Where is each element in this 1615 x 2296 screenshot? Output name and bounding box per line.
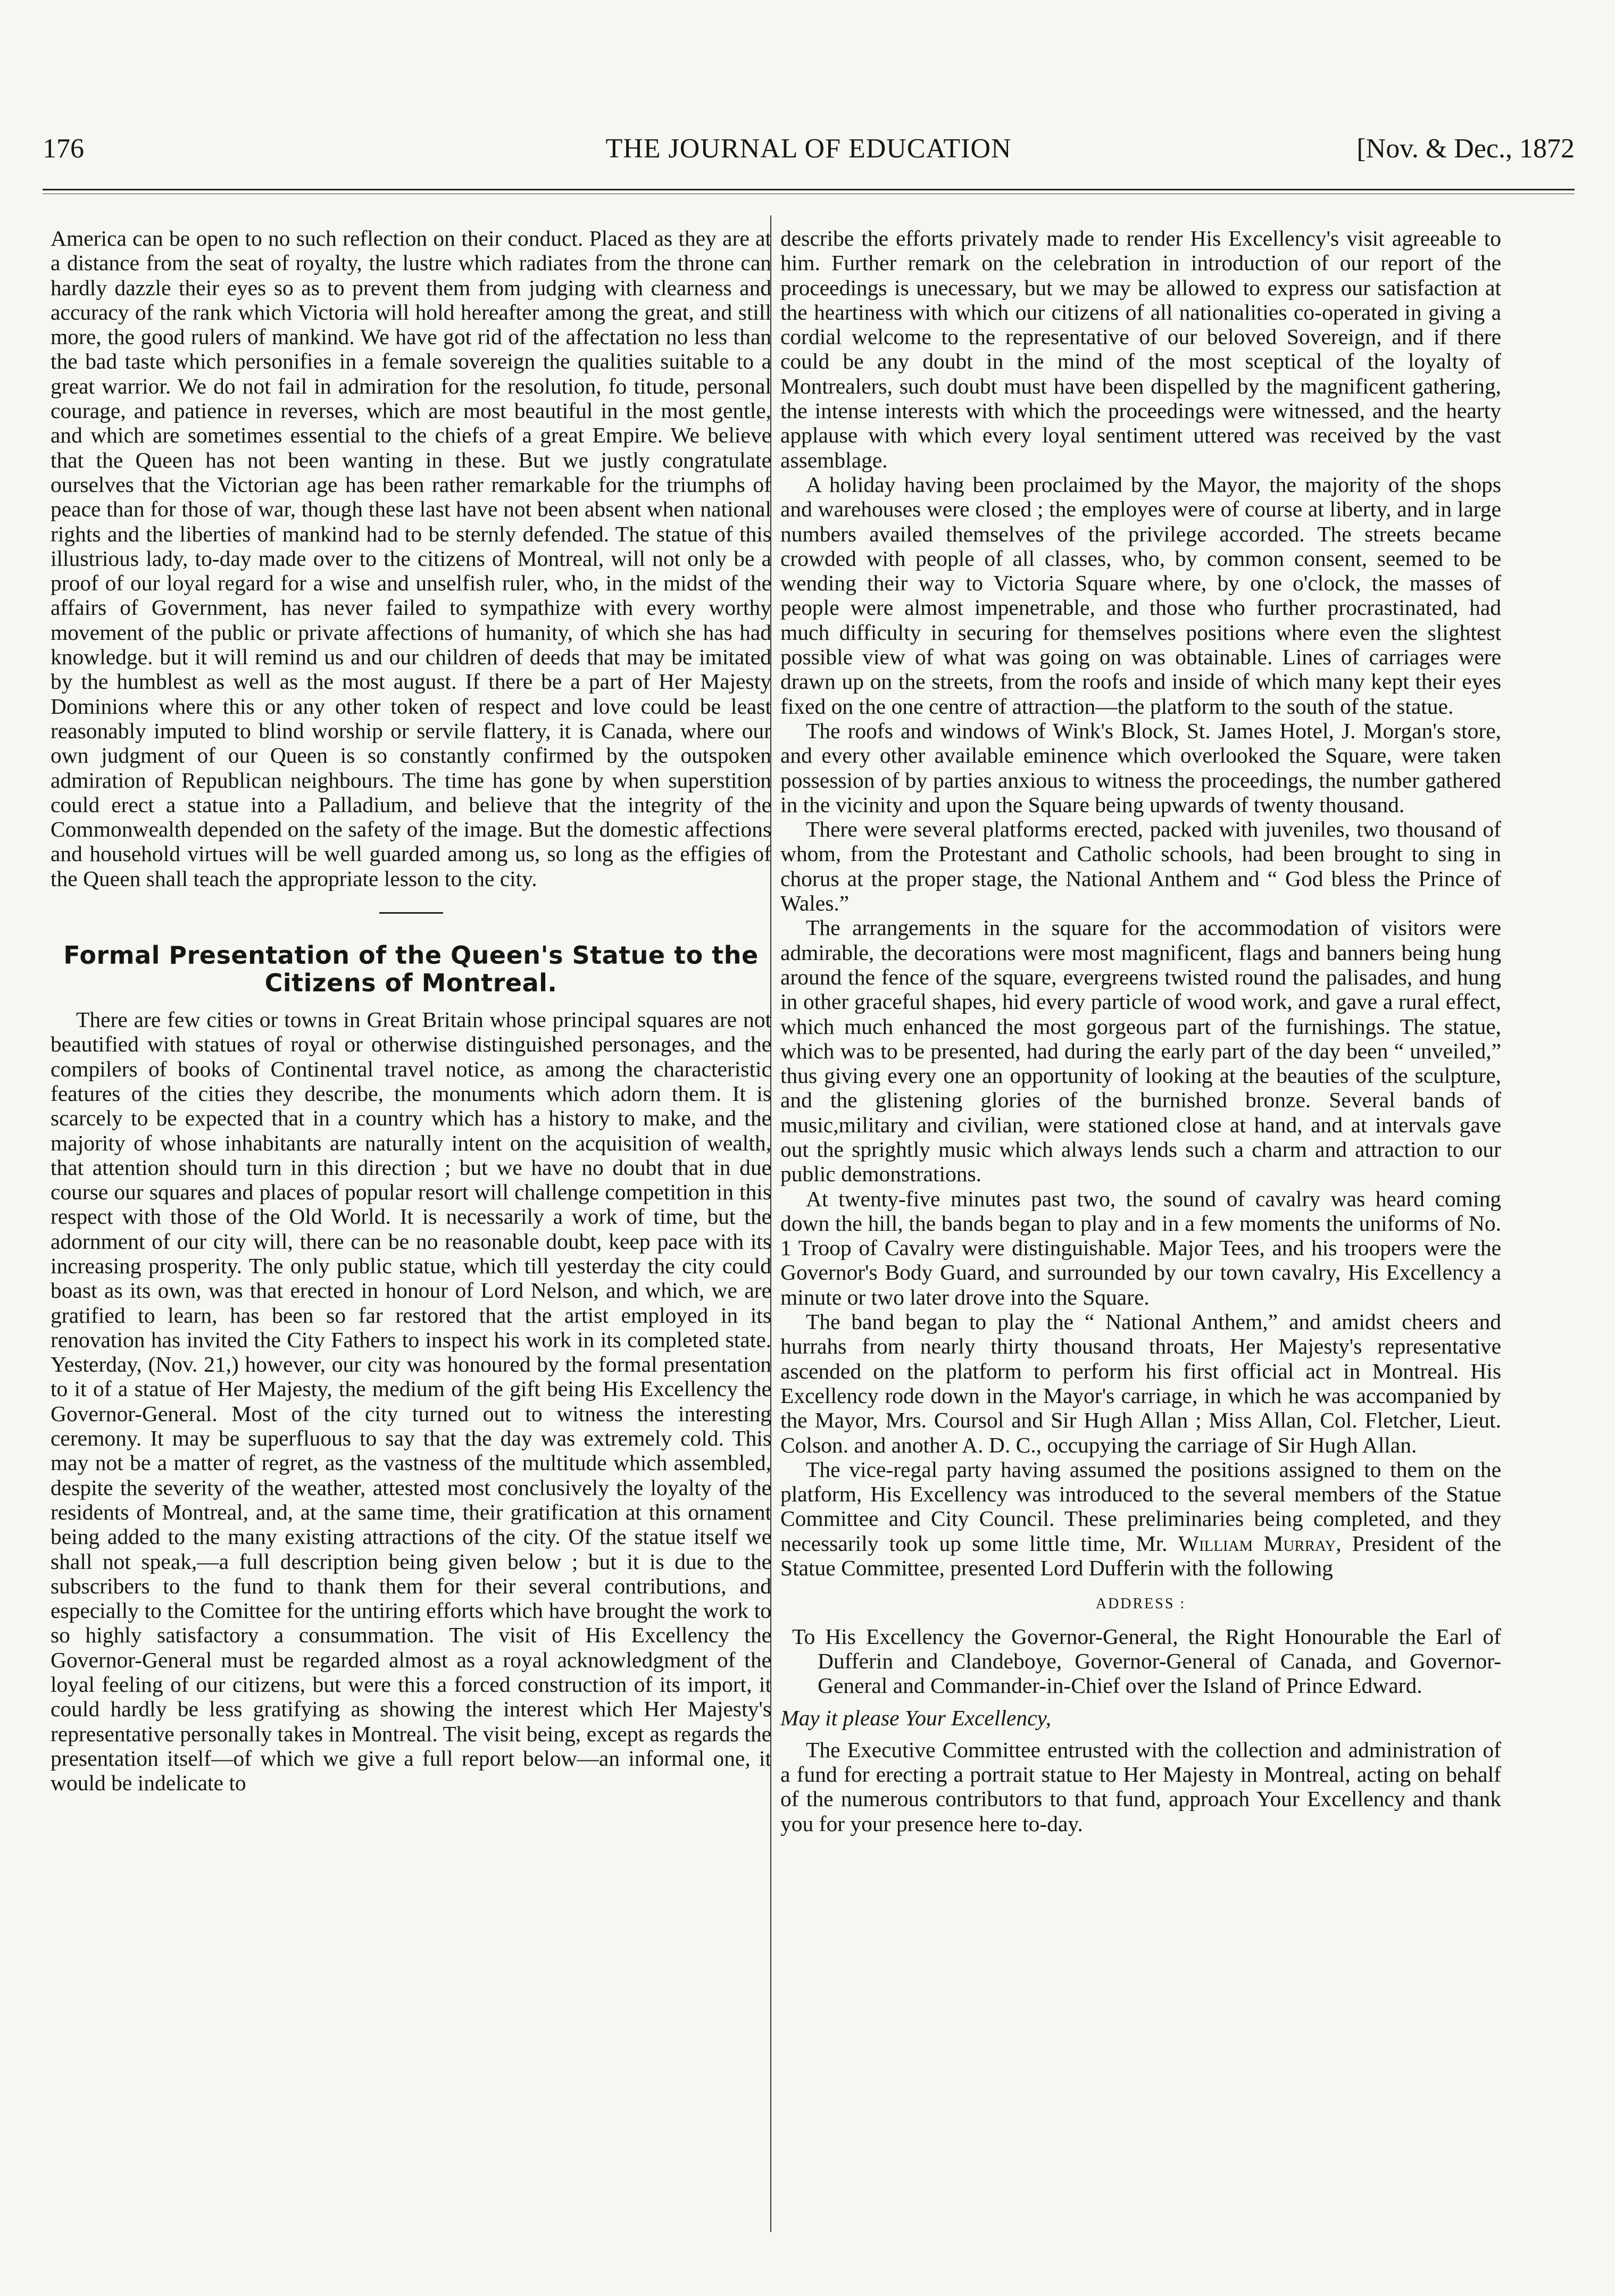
right-paragraph: The roofs and windows of Wink's Block, St. James Hotel, J. Morgan's store, and every other available eminence which overlooked the Square, were taken possession of by parties anxious to witness the proceedings, the number gathered in the vicinity and upon the Square being upwards of twenty thousand. (780, 718, 1501, 817)
salutation: May it please Your Excellency, (780, 1705, 1052, 1730)
address-body: The Executive Committee entrusted with the collection and administration of a fund for erecting a portrait statue to Her Majesty in Montreal, acting on behalf of the numerous contributors to that fund, approach Your Excellency and thank you for your presence here to-day. (780, 1737, 1501, 1836)
page-header (43, 133, 1575, 181)
header-rule (43, 189, 1575, 190)
left-paragraph: America can be open to no such reflection on their conduct. Placed as they are at a distance from the seat of royalty, the lustre which radiates from the throne can hardly dazzle their eyes so as to prevent them from judging with clearness and accuracy of the rank which Victoria will hold hereafter among the great, and still more, the good rulers of mankind. We have got rid of the affectation no less than the bad taste which personifies in a female sovereign the qualities suitable to a great warrior. We do not fail in admiration for the resolution, fo titude, personal courage, and patience in reverses, which are most beautiful in the most gentle, and which are sometimes essential to the chiefs of a great Empire. We believe that the Queen has not been wanting in these. But we justly congratulate ourselves that the Victorian age has been rather remarkable for the triumphs of peace than for those of war, though these last have not been absent when national rights and the liberties of mankind had to be sternly defended. The statue of this illustrious lady, to-day made over to the citizens of Montreal, will not only be a proof of our loyal regard for a wise and unselfish ruler, who, in the midst of the affairs of Government, has never failed to sympathize with every worthy movement of the public or private affections of humanity, of which she has had knowledge. but it will remind us and our children of deeds that may be imitated by the humblest as well as the most august. If there be a part of Her Majesty Dominions where this or any other token of respect and love could be least reasonably imputed to blind worship or servile flattery, it is Canada, where our own judgment of our Queen is so constantly confirmed by the outspoken admiration of Republican neighbours. The time has gone by when superstition could erect a statue into a Palladium, and believe that the integrity of the Commonwealth depended on the safety of the image. But the domestic affections and household virtues will be well guarded among us, so long as the effigies of the Queen shall teach the appropriate lesson to the city. (51, 226, 771, 891)
right-paragraph: describe the efforts privately made to render His Excellency's visit agreeable to him. Further remark on the celebration in introduction of our report of the proceedings is unecessary, but we may be allowed to express our satisfaction at the heartiness with which our citizens of all nationalities co-operated in giving a cordial welcome to the representative of our beloved Sovereign, and if there could be any doubt in the mind of the most sceptical of the loyalty of Montrealers, such doubt must have been dispelled by the magnificent gathering, the intense interests with which the proceedings were witnessed, and the hearty applause with which every loyal sentiment uttered was received by the vast assemblage. (780, 226, 1501, 472)
left-column (51, 226, 771, 2237)
right-paragraph: The arrangements in the square for the accommodation of visitors were admirable, the decorations were most magnificent, flags and banners being hung around the fence of the square, evergreens twisted round the palisades, and hung in other graceful shapes, hid every particle of wood work, and gave a rural effect, which much enhanced the most gorgeous part of the furnishings. The statue, which was to be presented, had during the early part of the day been “ unveiled,” thus giving every one an opportunity of looking at the beauties of the sculpture, and the glistening glories of the burnished bronze. Several bands of music,military and civilian, were stationed close at hand, and at intervals gave out the sprightly music which always lends such a charm and attraction to our public demonstrations. (780, 915, 1501, 1187)
section-separator (379, 912, 443, 914)
right-paragraph: The band began to play the “ National Anthem,” and amidst cheers and hurrahs from nearly thirty thousand throats, Her Majesty's representative ascended on the platform to perform his first official act in Montreal. His Excellency rode down in the Mayor's carriage, in which he was accompanied by the Mayor, Mrs. Coursol and Sir Hugh Allan ; Miss Allan, Col. Fletcher, Lieut. Colson. and another A. D. C., occupying the carriage of Sir Hugh Allan. (780, 1309, 1501, 1457)
right-paragraph: A holiday having been proclaimed by the Mayor, the majority of the shops and warehouses were closed ; the employes were of course at liberty, and in large numbers availed themselves of the privilege accorded. The streets became crowded with people of all classes, who, by common consent, seemed to be wending their way to Victoria Square where, by one o'clock, the masses of people were almost impenetrable, and those who further procrastinated, had much difficulty in securing for themselves positions where even the slightest possible view of what was going on was obtainable. Lines of carriages were drawn up on the streets, from the roofs and inside of which many kept their eyes fixed on the one centre of attraction—the platform to the south of the statue. (780, 472, 1501, 719)
address-label: ADDRESS : (1095, 1596, 1186, 1613)
article-heading: Formal Presentation of the Queen's Statue to the Citizens of Montreal. (63, 941, 759, 998)
page-number: 176 (43, 133, 84, 164)
right-column (780, 226, 1501, 2237)
person-name: William Murray (1178, 1531, 1336, 1556)
journal-title: THE JOURNAL OF EDUCATION (605, 133, 1012, 164)
paragraph-text: The vice-regal party having assumed the positions assigned to them on the platform, His Excellency was introduced to the several members of the Statue Committee and City Council. These preliminaries being completed, and they necessarily took up some little time, Mr. (780, 1457, 1501, 1556)
right-paragraph: At twenty-five minutes past two, the sound of cavalry was heard coming down the hill, the bands began to play and in a few moments the uniforms of No. 1 Troop of Cavalry were distinguishable. Major Tees, and his troopers were the Governor's Body Guard, and surrounded by our town cavalry, His Excellency a minute or two later drove into the Square. (780, 1186, 1501, 1309)
left-paragraph: There are few cities or towns in Great Britain whose principal squares are not beautified with statues of royal or otherwise distinguished personages, and the compilers of books of Continental travel notice, as among the characteristic features of the cities they describe, the monuments which adorn them. It is scarcely to be expected that in a country which has a history to make, and the majority of whose inhabitants are naturally intent on the acquisition of wealth, that attention should turn in this direction ; but we have no doubt that in due course our squares and places of popular resort will challenge competition in this respect with those of the Old World. It is necessarily a work of time, but the adornment of our city will, there can be no reasonable doubt, keep pace with its increasing prosperity. The only public statue, which till yesterday the city could boast as its own, was that erected in honour of Lord Nelson, and which, we are gratified to learn, has been so far restored that the artist employed in its renovation has invited the City Fathers to inspect his work in its completed state. Yesterday, (Nov. 21,) however, our city was honoured by the formal presentation to it of a statue of Her Majesty, the medium of the gift being His Excellency the Governor-General. Most of the city turned out to witness the interesting ceremony. It may be superfluous to say that the day was extremely cold. This may not be a matter of regret, as the vastness of the multitude which assembled, despite the severity of the weather, attested most conclusively the loyalty of the residents of Montreal, and, at the same time, their gratification at this ornament being added to the many existing attractions of the city. Of the statue itself we shall not speak,—a full description being given below ; but it is due to the subscribers to the fund to thank them for their several contributions, and especially to the Comittee for the untiring efforts which have brought the work to so highly satisfactory a consummation. The visit of His Excellency the Governor-General must be regarded almost as a royal acknowledgment of the loyal feeling of our citizens, but were this a forced construction of its import, it could hardly be less gratifying as showing the interest which Her Majesty's representative personally takes in Montreal. The visit being, except as regards the presentation itself—of which we give a full report below—an informal one, it would be indelicate to (51, 1007, 771, 1796)
right-paragraph: There were several platforms erected, packed with juveniles, two thousand of whom, from the Protestant and Catholic schools, had been brought to sing in chorus at the proper stage, the National Anthem and “ God bless the Prince of Wales.” (780, 817, 1501, 916)
issue-date: [Nov. & Dec., 1872 (1356, 133, 1575, 164)
column-divider (770, 215, 771, 2232)
address-recipient: To His Excellency the Governor-General, the Right Honourable the Earl of Dufferin and Clandeboye, Governor-General of Canada, and Governor-General and Commander-in-Chief over the Island of Prince Edward. (792, 1624, 1501, 1698)
paragraph-text: , President of the Statue Committee, presented Lord Dufferin with the following (780, 1531, 1501, 1581)
right-paragraph (780, 1457, 1501, 1580)
